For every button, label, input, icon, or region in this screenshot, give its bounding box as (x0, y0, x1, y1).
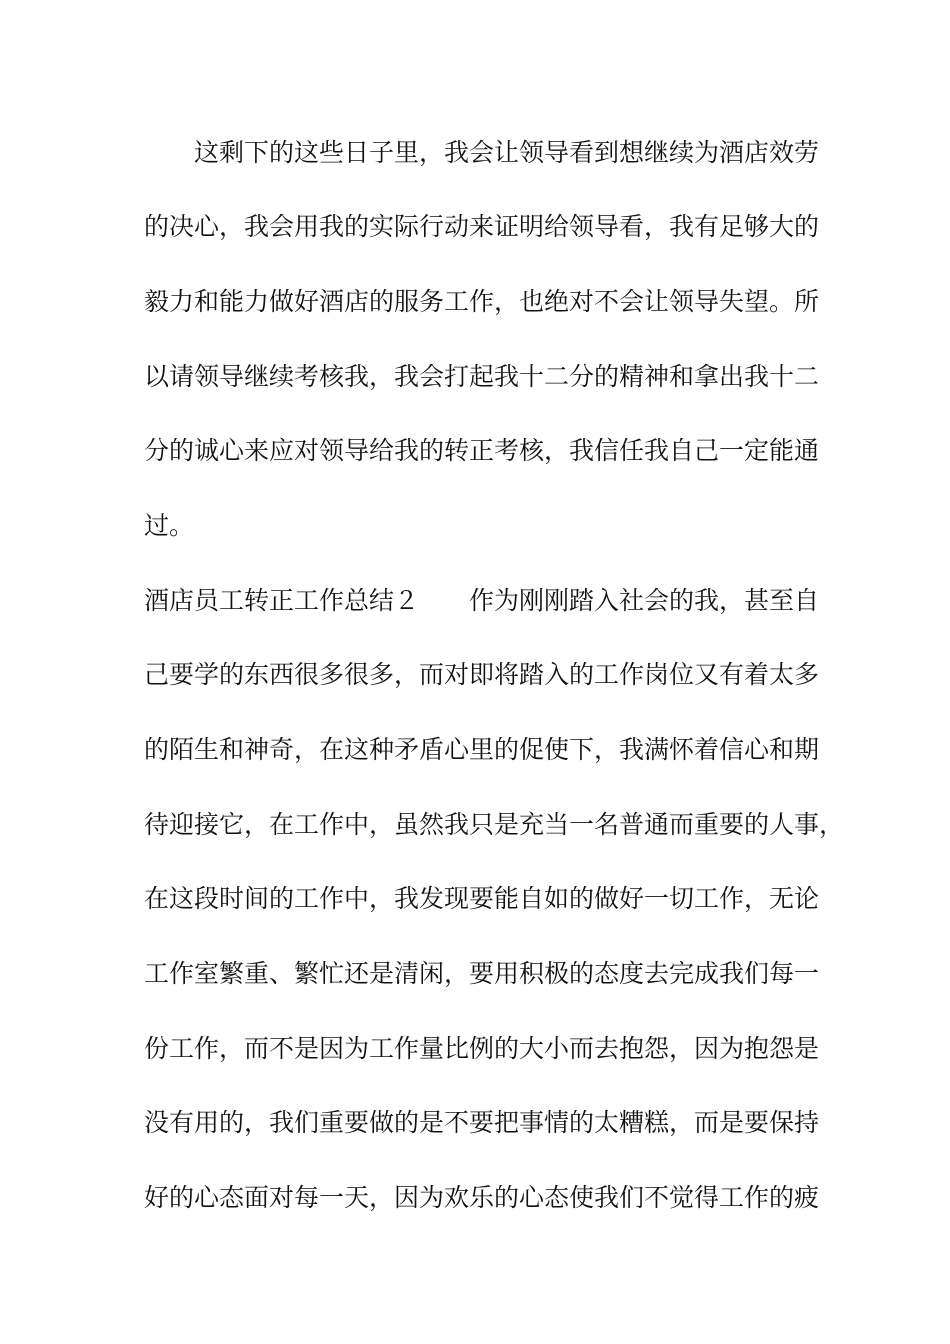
text-line: 没有用的，我们重要做的是不要把事情的太糟糕，而是要保持 (144, 1108, 820, 1137)
text-line: 己要学的东西很多很多，而对即将踏入的工作岗位又有着太多 (144, 660, 820, 689)
text-line: 待迎接它，在工作中，虽然我只是充当一名普通而重要的人事， (144, 810, 845, 839)
text-line: 好的心态面对每一天，因为欢乐的心态使我们不觉得工作的疲 (144, 1183, 820, 1212)
text-line: 过。 (144, 511, 195, 540)
text-line: 在这段时间的工作中，我发现要能自如的做好一切工作，无论 (144, 884, 820, 913)
text-line: 以请领导继续考核我，我会打起我十二分的精神和拿出我十二 (144, 362, 820, 391)
text-line: 工作室繁重、繁忙还是清闲，要用积极的态度去完成我们每一 (144, 959, 820, 988)
text-line: 的决心，我会用我的实际行动来证明给领导看，我有足够大的 (144, 212, 820, 241)
section-heading-line: 酒店员工转正工作总结２ 作为刚刚踏入社会的我，甚至自 (144, 586, 820, 615)
text-line: 份工作，而不是因为工作量比例的大小而去抱怨，因为抱怨是 (144, 1034, 820, 1063)
text-line: 这剩下的这些日子里，我会让领导看到想继续为酒店效劳 (144, 138, 820, 167)
text-line: 分的诚心来应对领导给我的转正考核，我信任我自己一定能通 (144, 436, 820, 465)
text-line: 毅力和能力做好酒店的服务工作，也绝对不会让领导失望。所 (144, 287, 820, 316)
text-line: 的陌生和神奇，在这种矛盾心里的促使下，我满怀着信心和期 (144, 735, 820, 764)
